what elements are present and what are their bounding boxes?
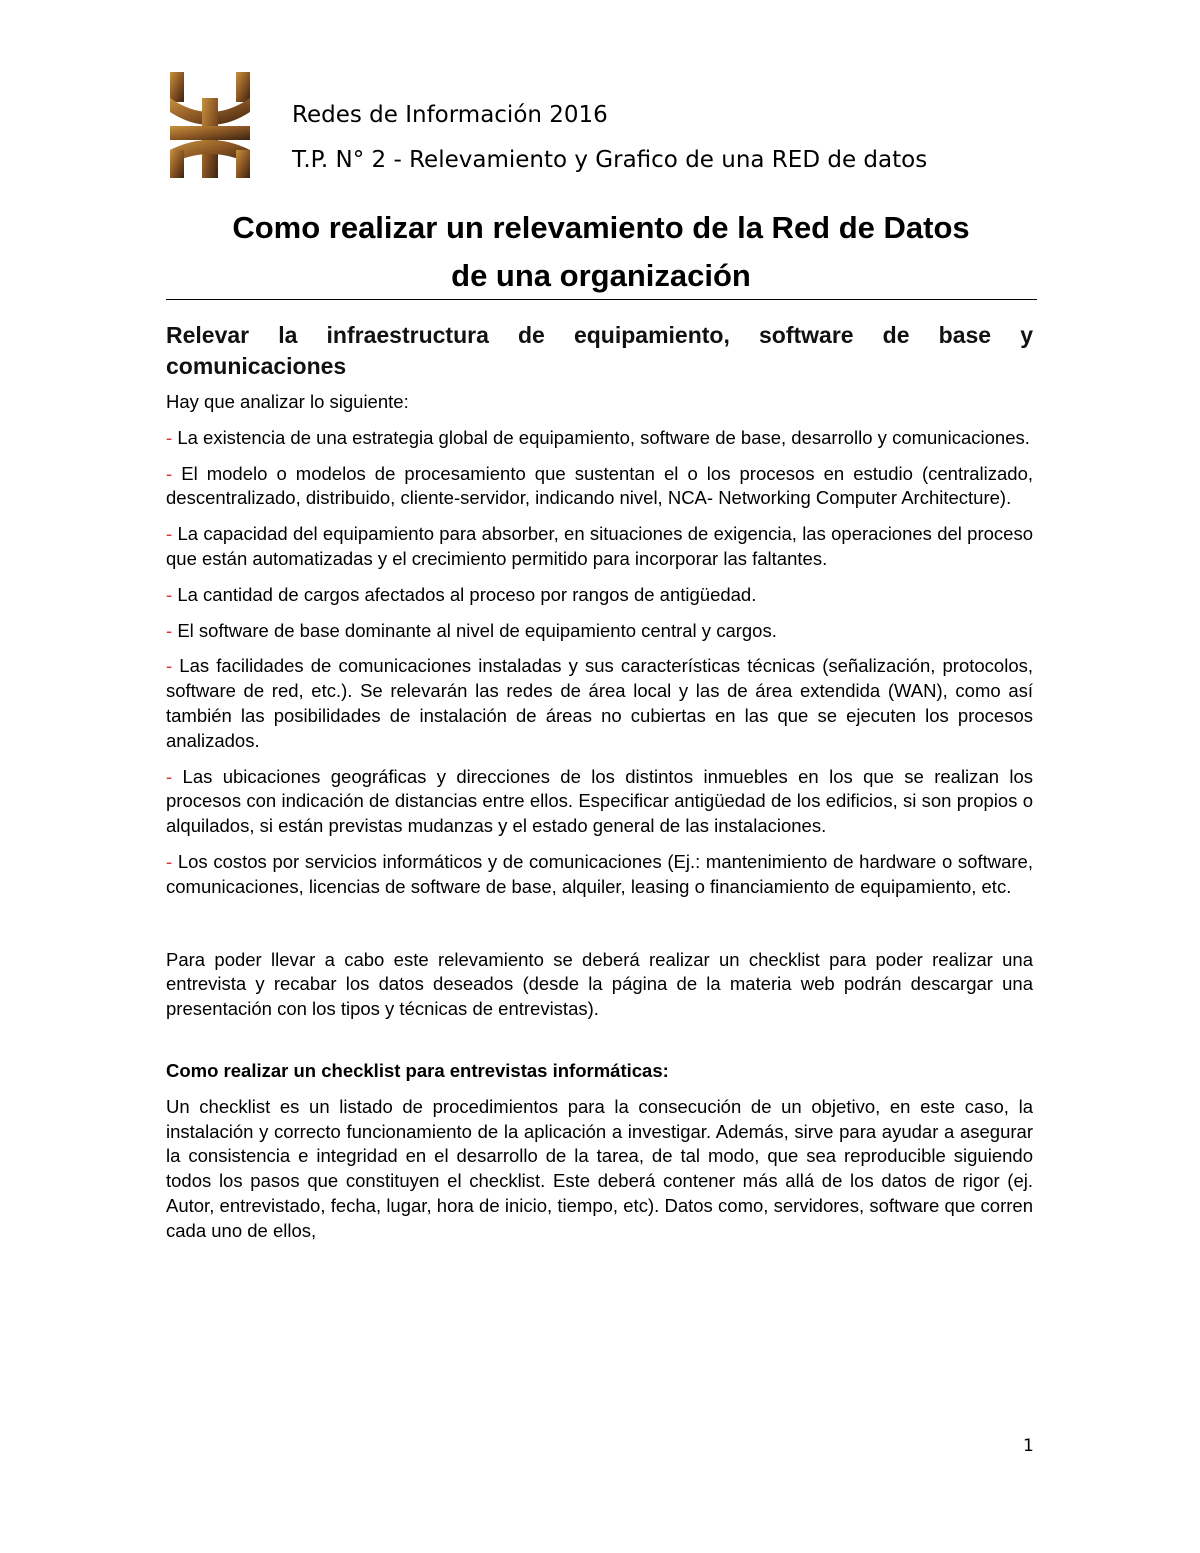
page-number: 1: [1023, 1436, 1034, 1456]
list-item: [166, 850, 1033, 900]
list-item-text: Las facilidades de comunicaciones instaladas y sus características técnicas (señalización, protocolos, software de red, etc.). Se relevarán las redes de área local y las de área extendida (WAN), como así también las posibilidades de instalación de áreas no cubiertas en las que se ejecuten los procesos analizados.: [166, 655, 1034, 751]
relevamiento-paragraph: Para poder llevar a cabo este relevamiento se deberá realizar un checklist para poder realizar una entrevista y recabar los datos deseados (desde la página de la materia web podrán descargar una presentación con los tipos y técnicas de entrevistas).: [166, 948, 1033, 1020]
list-item-text: Las ubicaciones geográficas y direcciones de los distintos inmuebles en los que se realizan los procesos con indicación de distancias entre ellos. Especificar antigüedad de los edificios, si son propios o alquilados, si están previstas mudanzas y el estado general de las instalaciones.: [166, 765, 1033, 837]
bullet-dash: -: [166, 765, 173, 787]
bullet-dash: -: [166, 426, 173, 448]
list-item: [166, 619, 1033, 644]
list-item-text: La cantidad de cargos afectados al proceso por rangos de antigüedad.: [177, 583, 757, 605]
utn-logo-icon: [166, 68, 254, 180]
list-item: [166, 522, 1033, 572]
list-item-text: La existencia de una estrategia global de equipamiento, software de base, desarrollo y comunicaciones.: [177, 426, 1030, 448]
page-title-line2: de una organización: [451, 258, 751, 293]
checklist-paragraph: Un checklist es un listado de procedimientos para la consecución de un objetivo, en este caso, la instalación y correcto funcionamiento de la aplicación a investigar. Además, sirve para ayudar a asegurar la consistencia e integridad en el desarrollo de la tarea, de tal modo, que sea reproducible siguiendo todos los pasos que constituyen el checklist. Este deberá contener más allá de los datos de rigor (ej. Autor, entrevistado, fecha, lugar, hora de inicio, tiempo, etc). Datos como, servidores, software que corren cada uno de ellos,: [166, 1095, 1033, 1241]
page-title: [166, 204, 1036, 300]
list-item-text: Los costos por servicios informáticos y de comunicaciones (Ej.: mantenimiento de hardware o software, comunicaciones, licencias de software de base, alquiler, leasing o financiamiento de equipamiento, etc.: [166, 850, 1033, 897]
list-item: [166, 426, 1033, 451]
title-divider: [166, 299, 1037, 300]
document-body: [166, 320, 1033, 1255]
section-heading: Relevar la infraestructura de equipamiento, software de base y comunicaciones: [166, 322, 1033, 379]
list-item: [166, 654, 1033, 753]
spacer: [166, 911, 1033, 948]
assignment-title: T.P. N° 2 - Relevamiento y Grafico de una RED de datos: [292, 147, 928, 173]
bullet-dash: -: [166, 850, 173, 872]
list-item-text: La capacidad del equipamiento para absorber, en situaciones de exigencia, las operaciones del proceso que están automatizadas y el crecimiento permitido para incorporar las faltantes.: [166, 523, 1033, 569]
bullet-dash: -: [166, 655, 173, 677]
bullet-dash: -: [166, 462, 173, 484]
list-item: [166, 583, 1033, 608]
bullet-dash: -: [166, 583, 173, 605]
course-title: Redes de Información 2016: [292, 102, 608, 128]
page-title-line1: Como realizar un relevamiento de la Red de Datos: [232, 210, 970, 245]
spacer: [166, 1033, 1033, 1059]
university-logo: [166, 68, 254, 180]
list-item: [166, 765, 1033, 839]
bullet-dash: -: [166, 523, 173, 545]
bullet-dash: -: [166, 619, 173, 641]
list-item-text: El software de base dominante al nivel de equipamiento central y cargos.: [177, 619, 777, 641]
list-item: [166, 462, 1033, 512]
checklist-heading: Como realizar un checklist para entrevistas informáticas:: [166, 1059, 669, 1081]
section-intro: Hay que analizar lo siguiente:: [166, 391, 409, 412]
list-item-text: El modelo o modelos de procesamiento que sustentan el o los procesos en estudio (centralizado, descentralizado, distribuido, cliente-servidor, indicando nivel, NCA- Networking Computer Architecture).: [166, 462, 1034, 509]
